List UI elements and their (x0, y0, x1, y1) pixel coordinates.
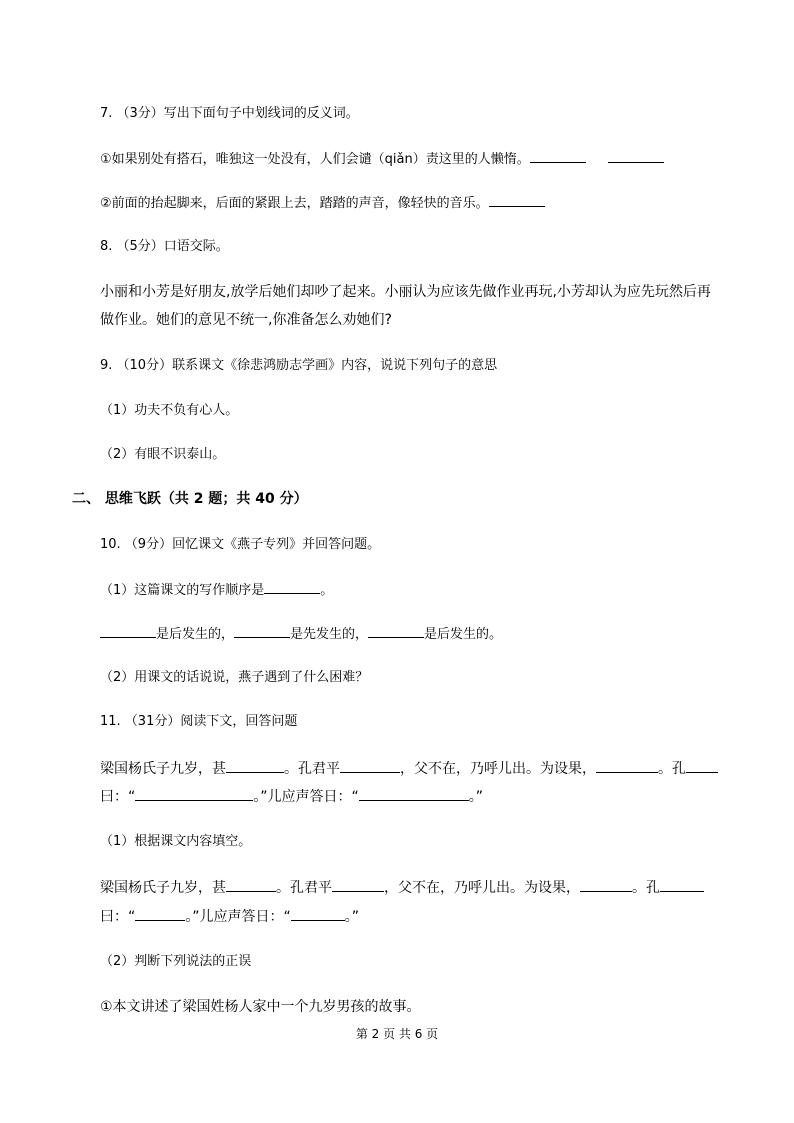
answer-blank[interactable] (686, 758, 718, 773)
q7-sentence-1-text: ①如果别处有搭石，唯独这一处没有，人们会谴（qiǎn）责这里的人懒惰。 (100, 152, 530, 167)
q11-fill-text: 曰：“ (100, 909, 136, 925)
q11-fill-line-2 (100, 906, 359, 927)
answer-blank[interactable] (234, 623, 290, 638)
q10-item-2: （2）用课文的话说说，燕子遇到了什么困难？ (100, 670, 369, 685)
q11-passage-text: 。孔 (658, 761, 686, 777)
answer-blank[interactable] (530, 148, 586, 163)
q10-order-line (100, 623, 502, 645)
answer-blank[interactable] (332, 877, 384, 892)
q8-stem: 8. （5分）口语交际。 (100, 239, 229, 254)
q7-sentence-2-text: ②前面的抬起脚来，后面的紧跟上去，踏踏的声音，像轻快的音乐。 (100, 196, 489, 211)
q11-passage-text: 梁国杨氏子九岁，甚 (100, 761, 226, 777)
q11-fill-text: 。孔君平 (276, 880, 332, 896)
q10-item-1-end: 。 (320, 583, 334, 598)
q11-fill-text: 。”儿应声答日：“ (185, 909, 291, 925)
q11-stem: 11. （31分）阅读下文，回答问题 (100, 714, 298, 729)
answer-blank[interactable] (264, 579, 320, 594)
q9-item-2: （2）有眼不识泰山。 (100, 447, 226, 462)
page-footer: 第 2 页 共 6 页 (355, 1027, 439, 1041)
q11-passage-text: 曰：“ (100, 789, 136, 805)
q10-order-later-2: 是后发生的。 (424, 627, 503, 642)
q9-item-1: （1）功夫不负有心人。 (100, 403, 239, 418)
q7-sentence-2 (100, 192, 545, 214)
q11-passage-text: 。孔君平 (284, 761, 340, 777)
answer-blank[interactable] (660, 877, 704, 892)
answer-blank[interactable] (489, 192, 545, 207)
q8-paragraph-line-2: 做作业。她们的意见不统一,你准备怎么劝她们? (100, 312, 392, 328)
q11-fill-text: 梁国杨氏子九岁，甚 (100, 880, 226, 896)
answer-blank[interactable] (291, 906, 345, 921)
q7-stem: 7. （3分）写出下面句子中划线词的反义词。 (100, 106, 359, 121)
q10-order-later-1: 是后发生的， (156, 627, 235, 642)
q11-passage-text: 。” (468, 789, 484, 805)
answer-blank[interactable] (608, 148, 664, 163)
answer-blank[interactable] (135, 906, 185, 921)
q11-fill-line-1 (100, 877, 704, 898)
q11-fill-text: 。” (344, 909, 360, 925)
answer-blank[interactable] (596, 758, 658, 773)
q9-stem: 9. （10分）联系课文《徐悲鸿励志学画》内容，说说下列句子的意思 (100, 358, 498, 373)
q11-item-1: （1）根据课文内容填空。 (100, 834, 252, 849)
q11-fill-text: ，父不在，乃呼儿出。为设果， (384, 880, 580, 896)
answer-blank[interactable] (359, 786, 469, 801)
q11-passage-text: 。”儿应声答日：“ (253, 789, 359, 805)
answer-blank[interactable] (340, 758, 400, 773)
q11-item-2-statement: ①本文讲述了梁国姓杨人家中一个九岁男孩的故事。 (100, 999, 421, 1015)
q10-order-earlier: 是先发生的， (290, 627, 369, 642)
q11-passage-text: ，父不在，乃呼儿出。为设果， (400, 761, 596, 777)
answer-blank[interactable] (226, 877, 276, 892)
answer-blank[interactable] (226, 758, 284, 773)
q10-item-1 (100, 579, 333, 601)
answer-blank[interactable] (135, 786, 253, 801)
q11-passage-line-1 (100, 758, 718, 779)
answer-blank[interactable] (100, 623, 156, 638)
answer-blank[interactable] (580, 877, 632, 892)
q11-passage-line-2 (100, 786, 483, 807)
section-title: 二、 思维飞跃（共 2 题；共 40 分） (72, 491, 308, 507)
q8-paragraph-line-1: 小丽和小芳是好朋友,放学后她们却吵了起来。小丽认为应该先做作业再玩,小芳却认为应先玩然后再 (100, 284, 711, 300)
q10-stem: 10. （9分）回忆课文《燕子专列》并回答问题。 (100, 537, 381, 552)
answer-blank[interactable] (368, 623, 424, 638)
q10-item-1-text: （1）这篇课文的写作顺序是 (100, 583, 265, 598)
q11-item-2: （2）判断下列说法的正误 (100, 954, 252, 969)
q11-fill-text: 。孔 (632, 880, 660, 896)
q7-sentence-1 (100, 148, 664, 170)
